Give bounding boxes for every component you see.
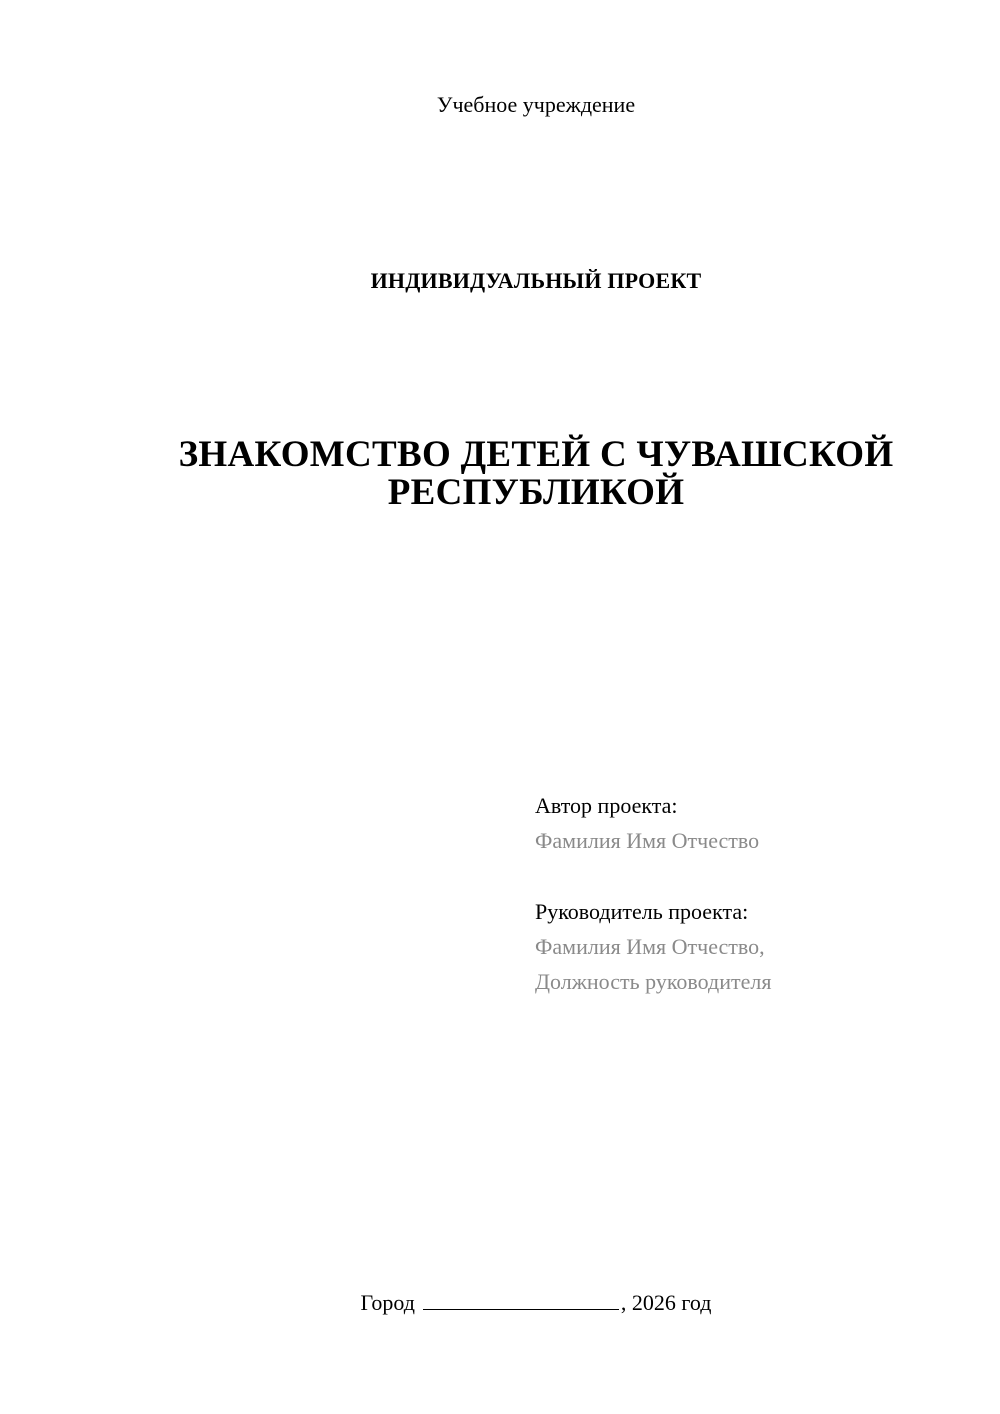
supervisor-name-placeholder: Фамилия Имя Отчество, [535,934,765,959]
year-text: , 2026 год [620,1290,712,1315]
author-name-placeholder: Фамилия Имя Отчество [535,828,760,853]
supervisor-position-placeholder: Должность руководителя [535,969,772,994]
city-year-line [0,1288,1000,1318]
project-title-line-2: РЕСПУБЛИКОЙ [387,472,685,513]
project-info-block [535,788,975,999]
supervisor-label: Руководитель проекта: [535,899,749,924]
city-label: Город [360,1290,415,1315]
project-type-heading: ИНДИВИДУАЛЬНЫЙ ПРОЕКТ [370,268,702,293]
project-title [120,436,952,512]
project-title-line-1: ЗНАКОМСТВО ДЕТЕЙ С ЧУВАШСКОЙ [178,434,894,475]
city-blank-line [423,1289,619,1310]
info-spacer [535,858,975,894]
institution-name: Учебное учреждение [436,92,636,117]
author-label: Автор проекта: [535,793,678,818]
